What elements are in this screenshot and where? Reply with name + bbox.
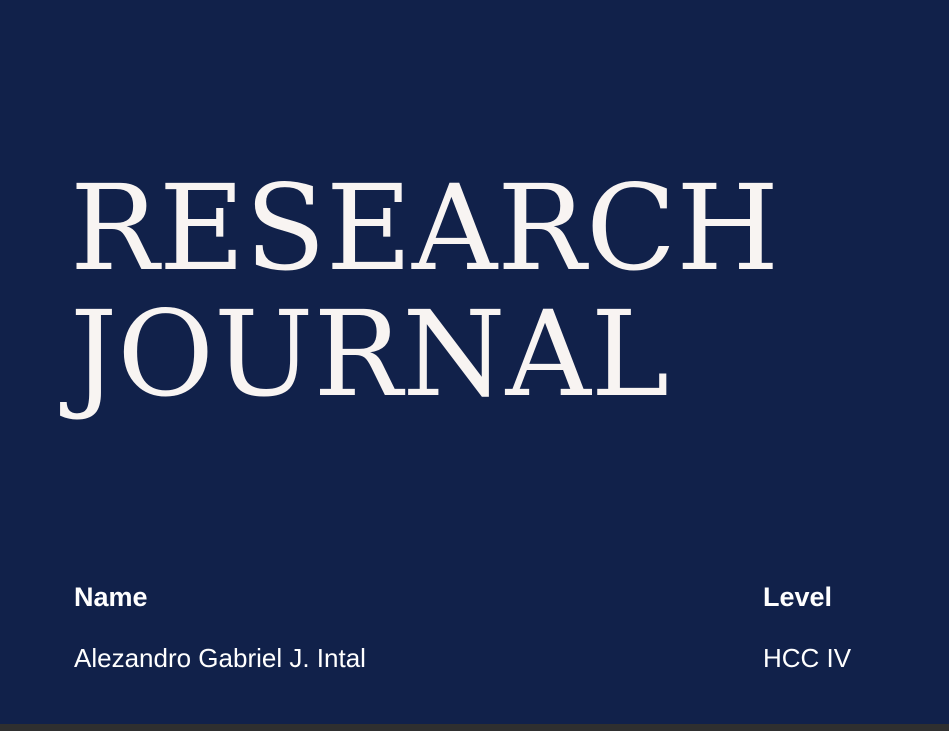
title-line-research: RESEARCH <box>70 159 780 297</box>
window-bottom-edge <box>0 724 949 731</box>
name-value: Alezandro Gabriel J. Intal <box>74 643 366 673</box>
journal-title <box>70 159 780 423</box>
name-label: Name <box>74 582 148 612</box>
title-line-journal: JOURNAL <box>70 285 670 423</box>
level-label: Level <box>763 582 833 612</box>
level-value: HCC IV <box>763 643 852 673</box>
